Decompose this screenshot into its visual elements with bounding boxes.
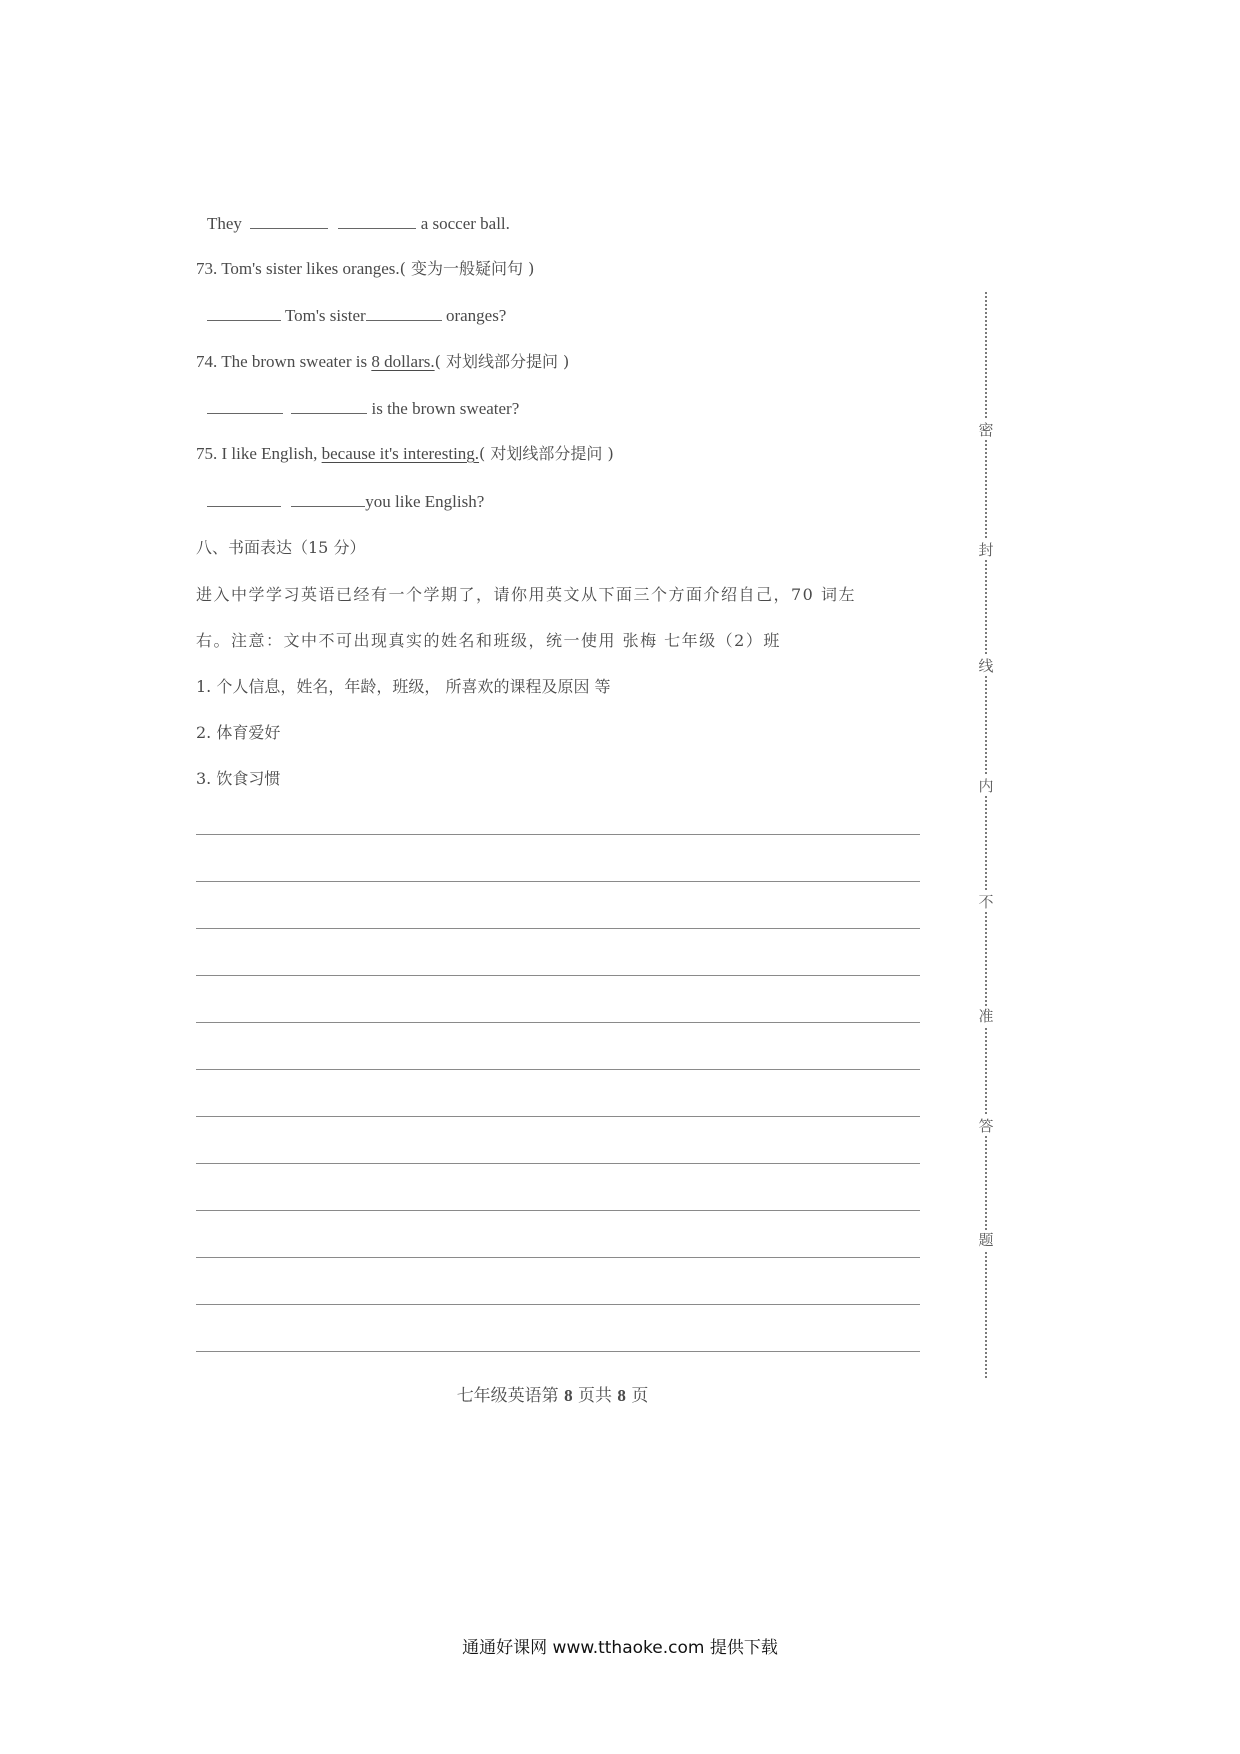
footer-page-pre: 七年级英语第 (456, 1386, 559, 1406)
seal-dotted-line (985, 292, 987, 1378)
q73-answer-suffix: oranges? (445, 306, 507, 325)
section-heading: 八、书面表达（15 分） (196, 538, 366, 557)
q73-number: 73. (196, 259, 218, 278)
q73-question (196, 258, 534, 280)
writing-prompt-line-1: 进入中学学习英语已经有一个学期了，请你用英文从下面三个方面介绍自己，70 词左 (196, 585, 856, 604)
writing-line[interactable] (196, 1163, 920, 1164)
q72-blank-1[interactable] (250, 212, 328, 229)
footer-page-total: 8 (617, 1386, 626, 1405)
writing-line[interactable] (196, 1116, 920, 1117)
writing-line[interactable] (196, 1351, 920, 1352)
seal-char-1: 密 (976, 420, 996, 440)
writing-line[interactable] (196, 881, 920, 882)
q75-blank-2[interactable] (291, 490, 365, 507)
writing-line[interactable] (196, 975, 920, 976)
q75-sentence: I like English, (221, 444, 318, 463)
seal-char-5: 不 (976, 892, 996, 912)
q75-answer-line (207, 490, 484, 513)
q75-blank-1[interactable] (207, 490, 281, 507)
seal-char-3: 线 (976, 656, 996, 676)
q73-answer-line (207, 304, 506, 327)
writing-item-1: 1. 个人信息，姓名，年龄，班级， 所喜欢的课程及原因 等 (196, 677, 611, 696)
q74-blank-1[interactable] (207, 397, 283, 414)
q73-blank-2[interactable] (366, 304, 442, 321)
q73-blank-1[interactable] (207, 304, 281, 321)
q75-question (196, 443, 614, 465)
q75-instruction: ( 对划线部分提问 ) (479, 444, 614, 463)
q74-answer-suffix: is the brown sweater? (371, 399, 520, 418)
writing-line[interactable] (196, 1304, 920, 1305)
page-number-footer (0, 1381, 1105, 1406)
writing-item-2: 2. 体育爱好 (196, 723, 281, 742)
seal-char-2: 封 (976, 540, 996, 560)
q72-blank-2[interactable] (338, 212, 416, 229)
writing-line[interactable] (196, 928, 920, 929)
writing-line[interactable] (196, 1069, 920, 1070)
seal-char-6: 准 (976, 1006, 996, 1026)
q73-sentence: Tom's sister likes oranges. (221, 259, 400, 278)
q72-answer-line (207, 212, 510, 235)
q73-instruction: ( 变为一般疑问句 ) (399, 259, 535, 278)
seal-char-4: 内 (976, 776, 996, 796)
seal-char-8: 题 (976, 1230, 996, 1250)
footer-page-mid: 页共 (578, 1386, 612, 1406)
writing-line[interactable] (196, 1022, 920, 1023)
seal-char-7: 答 (976, 1116, 996, 1136)
q75-underlined-part: because it's interesting. (321, 444, 480, 463)
source-watermark: 通通好课网 www.tthaoke.com 提供下载 (462, 1638, 778, 1658)
q72-answer-suffix: a soccer ball. (420, 214, 510, 233)
q74-number: 74. (196, 352, 218, 371)
q75-answer-suffix: you like English? (365, 492, 485, 511)
q74-answer-line (207, 397, 519, 420)
writing-item-3: 3. 饮食习惯 (196, 769, 281, 788)
q75-number: 75. (196, 444, 218, 463)
writing-line[interactable] (196, 1257, 920, 1258)
writing-prompt-line-2: 右。注意：文中不可出现真实的姓名和班级，统一使用 张梅 七年级（2）班 (196, 631, 781, 650)
q73-answer-middle: Tom's sister (284, 306, 366, 325)
q74-question (196, 351, 569, 373)
q72-answer-prefix: They (207, 214, 242, 233)
writing-line[interactable] (196, 834, 920, 835)
q74-blank-2[interactable] (291, 397, 367, 414)
q74-instruction: ( 对划线部分提问 ) (434, 352, 570, 371)
q74-sentence: The brown sweater is (221, 352, 368, 371)
q74-underlined-part: 8 dollars. (371, 352, 435, 371)
footer-page-num: 8 (564, 1386, 573, 1405)
writing-line[interactable] (196, 1210, 920, 1211)
footer-page-post: 页 (631, 1386, 649, 1406)
